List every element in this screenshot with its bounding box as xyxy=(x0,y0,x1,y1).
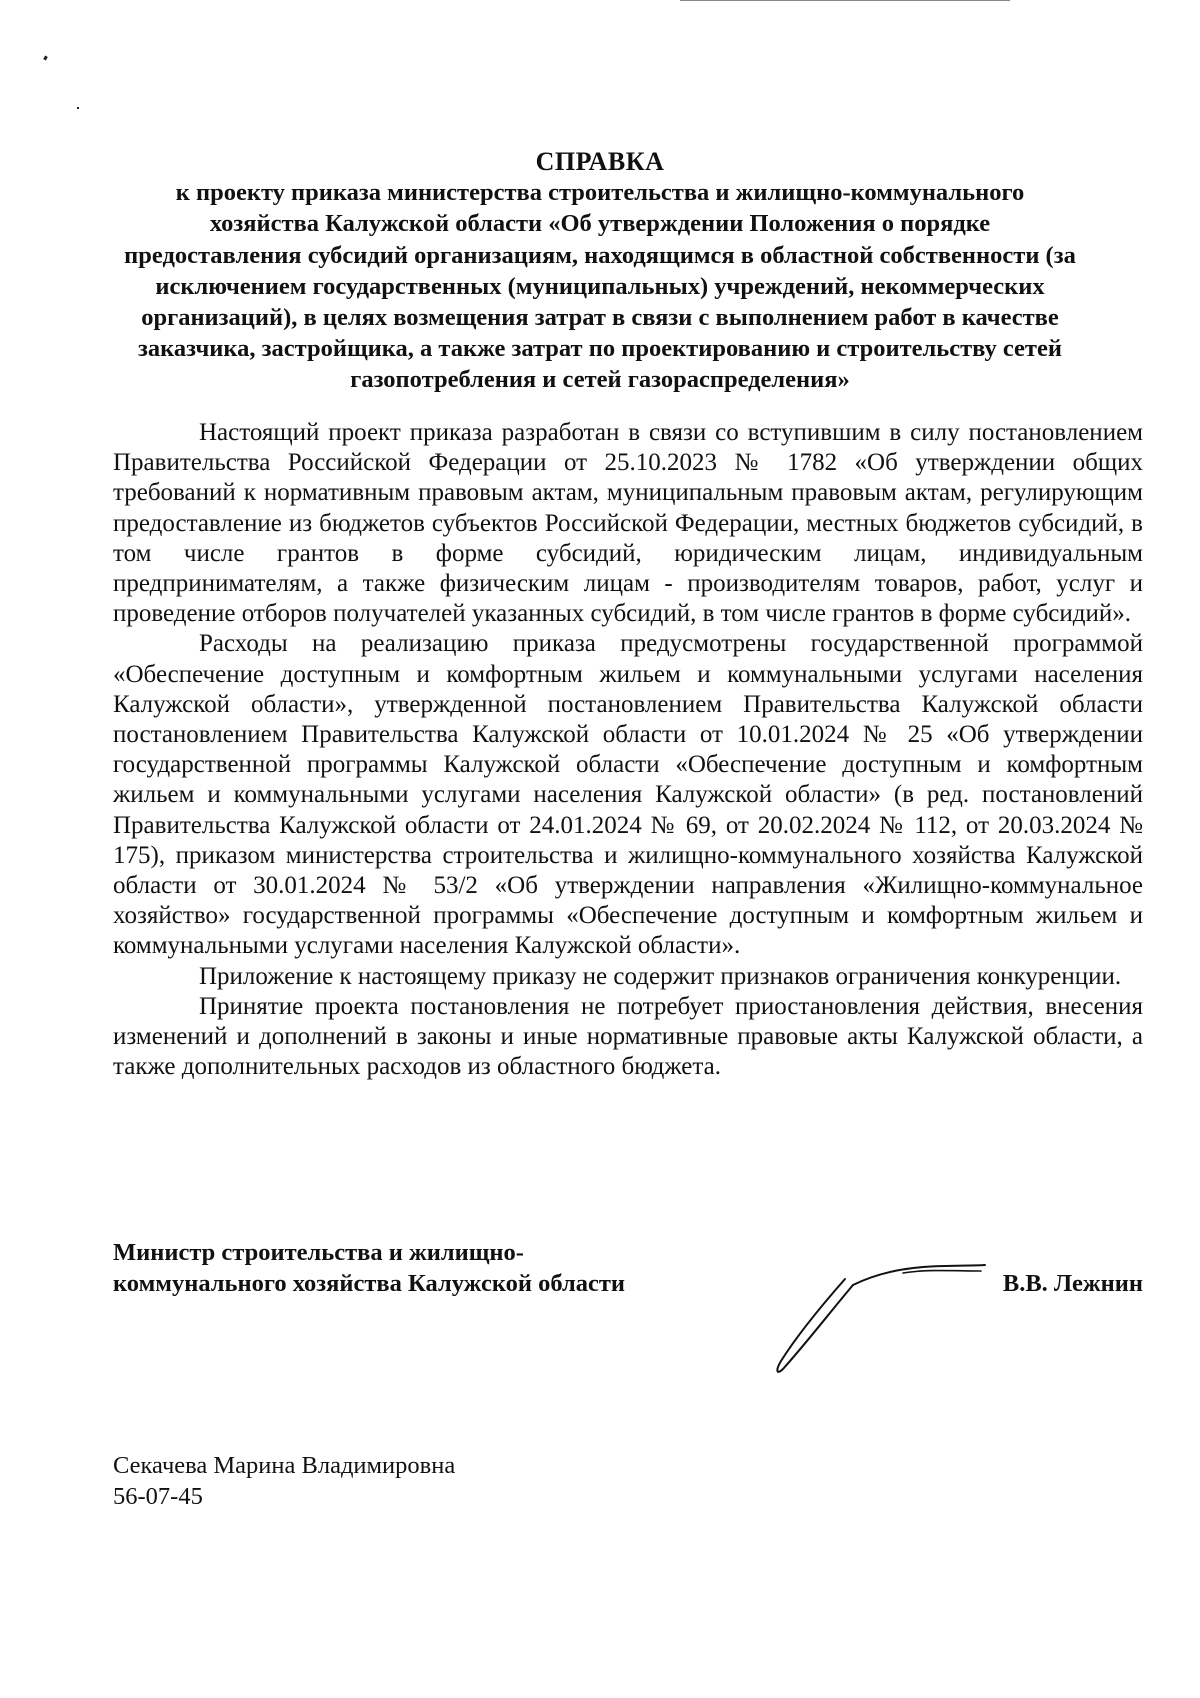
scan-speck xyxy=(43,56,48,61)
document-body xyxy=(113,418,1143,1082)
body-paragraph: Приложение к настоящему приказу не содержит признаков ограничения конкуренции. xyxy=(199,962,1122,990)
subtitle-line: газопотребления и сетей газораспределения» xyxy=(350,366,850,394)
subtitle-line: заказчика, застройщика, а также затрат по проектированию и строительству сетей xyxy=(138,335,1062,363)
subtitle-line: исключением государственных (муниципальных) учреждений, некоммерческих xyxy=(155,272,1045,300)
subtitle-line: хозяйства Калужской области «Об утверждении Положения о порядке xyxy=(209,210,991,238)
signer-name: В.В. Лежнин xyxy=(1002,1270,1143,1297)
body-paragraph: Настоящий проект приказа разработан в связи со вступившим в силу постановлением Правительства Российской Федерации от 25.10.2023 № 1782 «Об утверждении общих требований к нормативным правовым актам, муниципальным правовым актам, регулирующим предоставление из бюджетов субъектов Российской Федерации, местных бюджетов субсидий, в том числе грантов в форме субсидий, юридическим лицам, индивидуальным предпринимателям, а также физическим лицам - производителям товаров, работ, услуг и проведение отборов получателей указанных субсидий, в том числе грантов в форме субсидий». xyxy=(113,419,1143,628)
scan-speck xyxy=(77,107,79,109)
executor-name: Секачева Марина Владимировна xyxy=(113,1452,456,1479)
body-paragraph: Принятие проекта постановления не потребует приостановления действия, внесения изменений и дополнений в законы и иные нормативные правовые акты Калужской области, а также дополнительных расходов из областного бюджета. xyxy=(113,992,1143,1081)
subtitle-line: к проекту приказа министерства строительства и жилищно-коммунального xyxy=(175,179,1025,207)
signer-position-line: Министр строительства и жилищно- xyxy=(113,1239,524,1266)
subtitle-line: предоставления субсидий организациям, находящимся в областной собственности (за xyxy=(124,241,1076,269)
executor-block xyxy=(113,1450,455,1512)
title-block xyxy=(100,146,1100,396)
scan-edge-line xyxy=(680,0,1010,1)
handwritten-signature xyxy=(713,1249,1013,1389)
signature-block xyxy=(113,1237,1143,1387)
document-title: СПРАВКА xyxy=(535,147,665,176)
signer-position xyxy=(113,1237,733,1299)
executor-phone: 56-07-45 xyxy=(113,1483,203,1510)
signer-position-line: коммунального хозяйства Калужской области xyxy=(113,1270,626,1297)
subtitle-line: организаций), в целях возмещения затрат в связи с выполнением работ в качестве xyxy=(141,304,1059,332)
body-paragraph: Расходы на реализацию приказа предусмотрены государственной программой «Обеспечение доступным и комфортным жильем и коммунальными услугами населения Калужской области», утвержденной постановлением Правительства Калужской области постановлением Правительства Калужской области от 10.01.2024 № 25 «Об утверждении государственной программы Калужской области «Обеспечение доступным и комфортным жильем и коммунальными услугами населения Калужской области» (в ред. постановлений Правительства Калужской области от 24.01.2024 № 69, от 20.02.2024 № 112, от 20.03.2024 № 175), приказом министерства строительства и жилищно-коммунального хозяйства Калужской области от 30.01.2024 № 53/2 «Об утверждении направления «Жилищно-коммунальное хозяйство» государственной программы «Обеспечение доступным и комфортным жильем и коммунальными услугами населения Калужской области». xyxy=(113,630,1143,960)
